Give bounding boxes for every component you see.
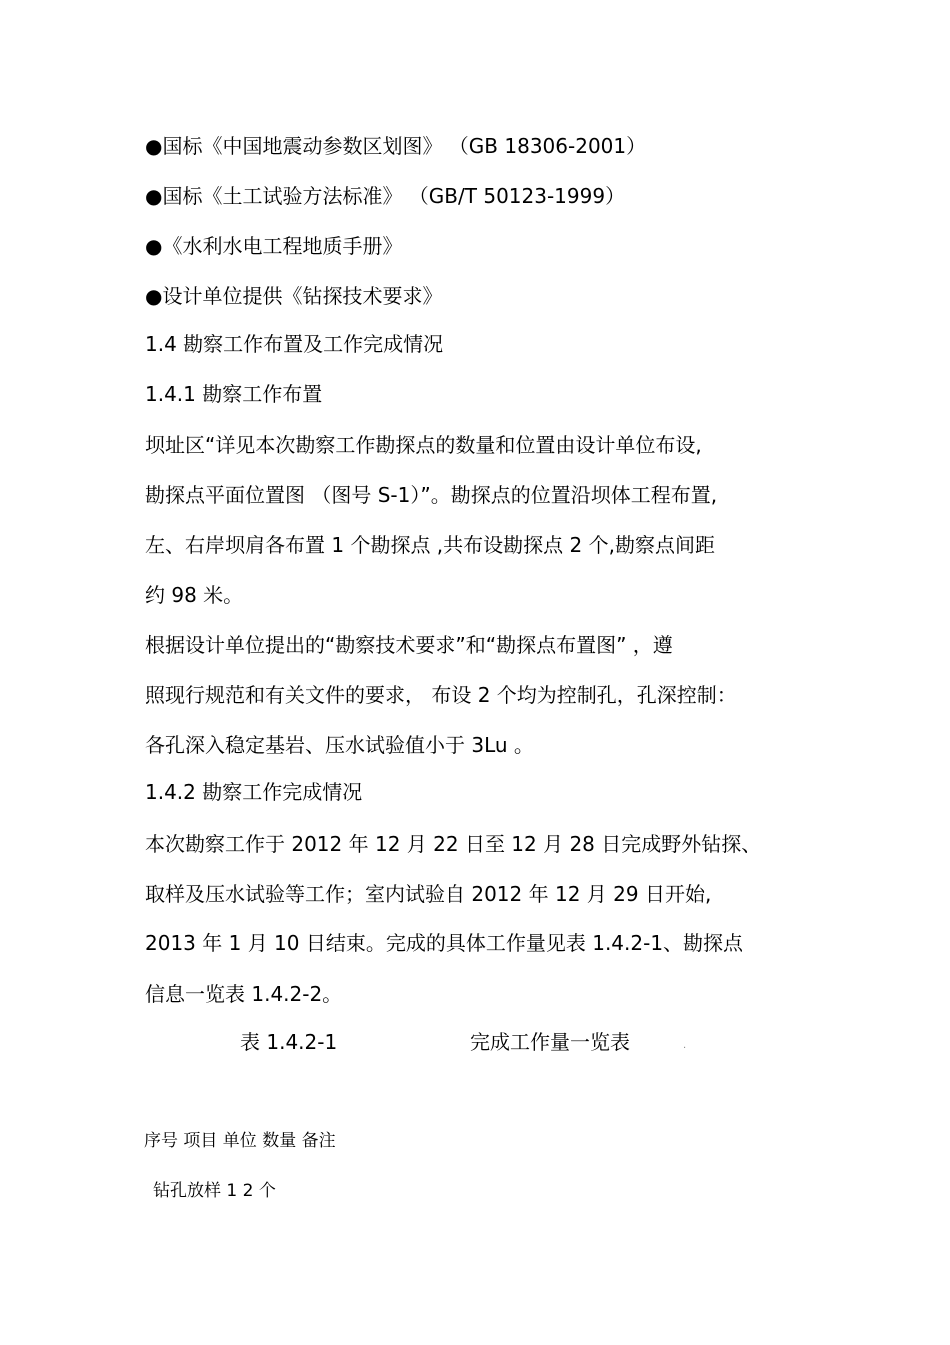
paragraph-line: 信息一览表 1.4.2-2。 <box>145 982 343 1006</box>
paragraph-line: 左、右岸坝肩各布置 1 个勘探点 ,共布设勘探点 2 个,勘察点间距 <box>145 533 715 557</box>
line-3: ●《水利水电工程地质手册》 <box>145 234 403 258</box>
section-heading-1-4-1: 1.4.1 勘察工作布置 <box>145 382 323 406</box>
paragraph-line: 2013 年 1 月 10 日结束。完成的具体工作量见表 1.4.2-1、勘探点 <box>145 931 744 955</box>
table-header: 序号 项目 单位 数量 备注 <box>144 1131 336 1151</box>
stray-dot: . <box>683 1040 687 1051</box>
paragraph-line: 本次勘察工作于 2012 年 12 月 22 日至 12 月 28 日完成野外钻探、 <box>145 832 762 856</box>
table-caption-title: 完成工作量一览表 <box>470 1030 630 1054</box>
paragraph-line: 取样及压水试验等工作；室内试验自 2012 年 12 月 29 日开始, <box>145 882 712 906</box>
paragraph-line: 勘探点平面位置图 （图号 S-1）”。勘探点的位置沿坝体工程布置, <box>145 483 718 507</box>
section-heading-1-4-2: 1.4.2 勘察工作完成情况 <box>145 780 363 804</box>
paragraph-line: 约 98 米。 <box>145 583 244 607</box>
paragraph-line: 坝址区“详见本次勘察工作勘探点的数量和位置由设计单位布设, <box>145 433 702 457</box>
paragraph-line: 各孔深入稳定基岩、压水试验值小于 3Lu 。 <box>145 733 534 757</box>
section-heading-1-4: 1.4 勘察工作布置及工作完成情况 <box>145 332 444 356</box>
paragraph-line: 根据设计单位提出的“勘察技术要求”和“勘探点布置图” ，遵 <box>145 633 673 657</box>
table-row: 钻孔放样 1 2 个 <box>153 1181 276 1201</box>
line-4: ●设计单位提供《钻探技术要求》 <box>145 284 443 308</box>
table-caption-number: 表 1.4.2-1 <box>240 1030 338 1054</box>
line-1: ●国标《中国地震动参数区划图》 （GB 18306-2001） <box>145 134 647 158</box>
line-2: ●国标《土工试验方法标准》 （GB/T 50123-1999） <box>145 184 626 208</box>
paragraph-line: 照现行规范和有关文件的要求， 布设 2 个均为控制孔，孔深控制： <box>145 683 737 707</box>
